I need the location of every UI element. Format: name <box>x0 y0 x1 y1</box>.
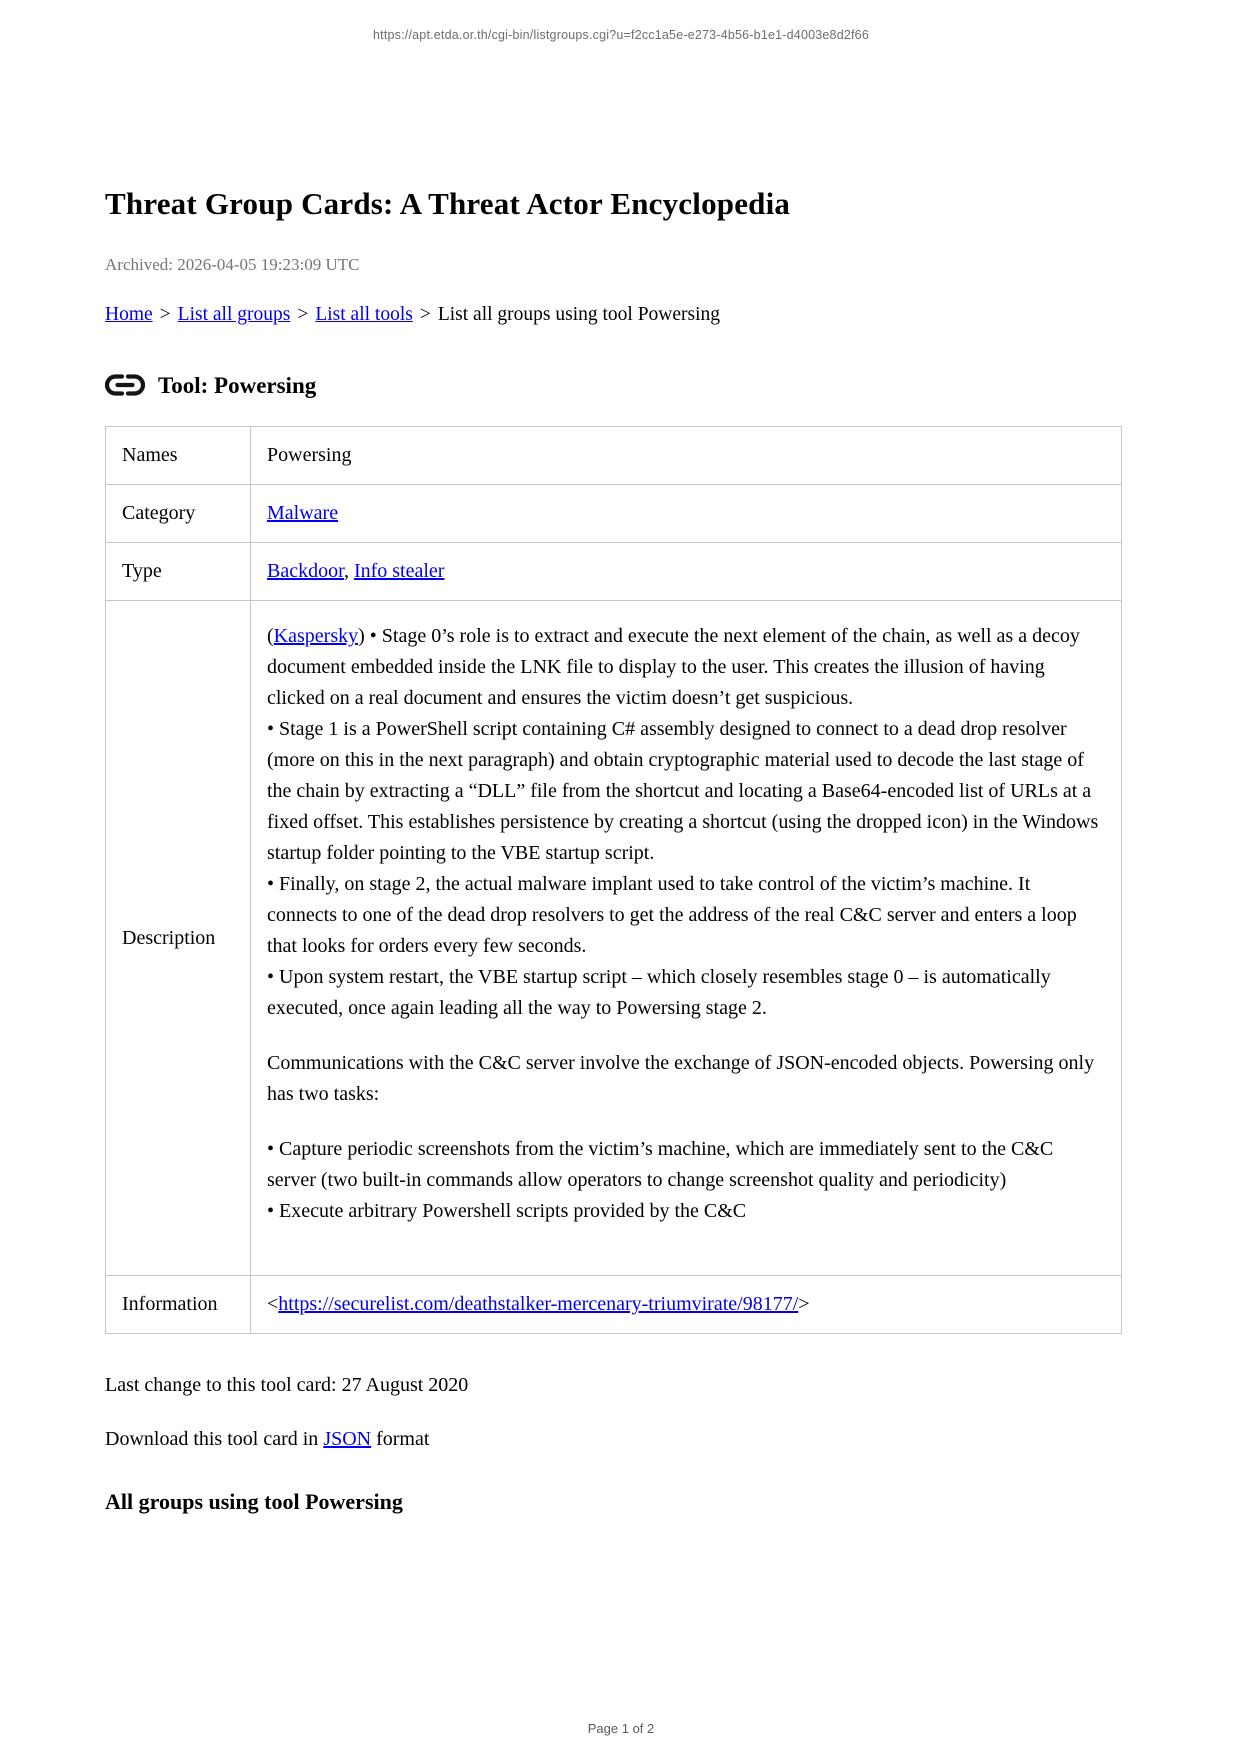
type-backdoor-link[interactable]: Backdoor <box>267 560 344 582</box>
kaspersky-link[interactable]: Kaspersky <box>273 625 359 647</box>
category-label: Category <box>106 485 251 543</box>
last-change-note: Last change to this tool card: 27 August 2020 <box>105 1374 469 1396</box>
breadcrumb-separator: > <box>297 304 309 325</box>
description-bullet-restart: • Upon system restart, the VBE startup script – which closely resembles stage 0 – is automatically executed, once again leading all the way to Powersing stage 2. <box>267 966 1051 1019</box>
chain-link-icon[interactable] <box>105 372 145 399</box>
breadcrumb-current: List all groups using tool Powersing <box>437 304 721 325</box>
type-separator: , <box>343 560 354 582</box>
table-row-category <box>106 485 1122 543</box>
category-value <box>251 485 1122 543</box>
names-label: Names <box>106 427 251 485</box>
category-malware-link[interactable]: Malware <box>267 502 339 524</box>
description-bullet-powershell: • Execute arbitrary Powershell scripts provided by the C&C <box>267 1200 747 1222</box>
groups-heading: All groups using tool Powersing <box>105 1489 403 1514</box>
download-prefix: Download this tool card in <box>105 1428 324 1450</box>
information-label: Information <box>106 1276 251 1334</box>
breadcrumb-separator: > <box>159 304 171 325</box>
download-suffix: format <box>371 1428 430 1450</box>
description-label: Description <box>106 601 251 1276</box>
description-paragraph-3 <box>267 1134 1105 1227</box>
description-paragraph-2: Communications with the C&C server involve the exchange of JSON-encoded objects. Powersing only has two tasks: <box>267 1052 1095 1105</box>
notes-section <box>105 1374 1122 1451</box>
description-paragraph-1 <box>267 621 1105 1024</box>
angle-bracket-close: > <box>798 1293 810 1315</box>
type-value <box>251 543 1122 601</box>
description-bullet-screenshots: • Capture periodic screenshots from the victim’s machine, which are immediately sent to the C&C server (two built-in commands allow operators to change screenshot quality and periodicity) <box>267 1138 1054 1191</box>
tool-heading-label: Tool: Powersing <box>158 372 317 398</box>
breadcrumb-list-all-groups-link[interactable]: List all groups <box>177 304 291 325</box>
breadcrumb-home-link[interactable]: Home <box>105 304 153 325</box>
download-json-link[interactable]: JSON <box>323 1428 372 1450</box>
table-row-names <box>106 427 1122 485</box>
information-value <box>251 1276 1122 1334</box>
securelist-link[interactable]: https://securelist.com/deathstalker-mercenary-triumvirate/98177/ <box>278 1293 799 1315</box>
breadcrumb-separator: > <box>419 304 431 325</box>
table-row-information <box>106 1276 1122 1334</box>
type-info-stealer-link[interactable]: Info stealer <box>353 560 445 582</box>
description-bullet-stage2: • Finally, on stage 2, the actual malware implant used to take control of the victim’s machine. It connects to one of the dead drop resolvers to get the address of the real C&C server and enters a loop that looks for orders every few seconds. <box>267 873 1077 957</box>
description-intro-line <box>267 621 1105 714</box>
page-number: Page 1 of 2 <box>587 1721 655 1736</box>
description-bullet-stage1: • Stage 1 is a PowerShell script containing C# assembly designed to connect to a dead drop resolver (more on this in the next paragraph) and obtain cryptographic material used to decode the last stage of the chain by extracting a “DLL” file from the shortcut and locating a Base64-encoded list of URLs at a fixed offset. This establishes persistence by creating a shortcut (using the dropped icon) in the Windows startup folder pointing to the VBE startup script. <box>267 718 1099 864</box>
download-note <box>105 1428 1122 1451</box>
page-title: Threat Group Cards: A Threat Actor Encyclopedia <box>105 186 791 221</box>
description-stage0-text: ) • Stage 0’s role is to extract and execute the next element of the chain, as well as a decoy document embedded inside the LNK file to display to the user. This creates the illusion of having clicked on a real document and ensures the victim doesn’t get suspicious. <box>267 625 1080 709</box>
breadcrumb <box>105 304 1122 326</box>
paren-open: ( <box>267 625 274 647</box>
archived-timestamp: Archived: 2026-04-05 19:23:09 UTC <box>105 255 360 274</box>
names-value: Powersing <box>251 427 1122 485</box>
angle-bracket-open: < <box>267 1293 279 1315</box>
tool-card-table <box>105 426 1122 1334</box>
table-row-type <box>106 543 1122 601</box>
breadcrumb-list-all-tools-link[interactable]: List all tools <box>315 304 413 325</box>
browser-print-url: https://apt.etda.or.th/cgi-bin/listgroups.cgi?u=f2cc1a5e-e273-4b56-b1e1-d4003e8d2f66 <box>373 28 869 42</box>
tool-heading <box>105 372 1122 399</box>
description-value <box>251 601 1122 1276</box>
table-row-description <box>106 601 1122 1276</box>
type-label: Type <box>106 543 251 601</box>
